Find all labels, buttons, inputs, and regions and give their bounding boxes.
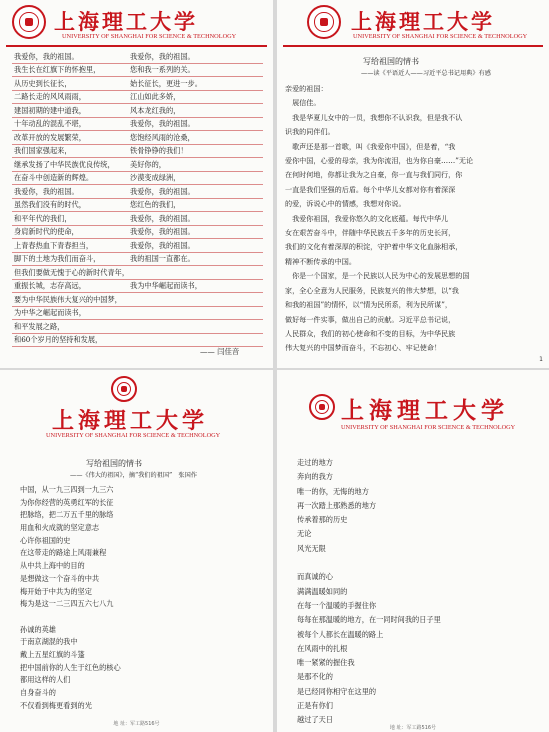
- poem-line: 用血和火成就的坚定意志: [20, 523, 100, 533]
- poem-line: 把中国前你的人生于红色的核心: [20, 662, 121, 672]
- letter-line: 我是华夏儿女中的一员，我想你不认识我，但是我不认: [285, 112, 463, 122]
- ruled-line: [12, 104, 263, 118]
- line-text-right: 美好你的，: [130, 159, 166, 169]
- letter-line: 做好每一件实事，做出自己的贡献。习近平总书记说，: [285, 314, 456, 324]
- line-text-left: 和平年代的我们，: [14, 213, 72, 223]
- poem-line: 是想做这一个奋斗的中共: [20, 573, 100, 583]
- university-name-cn: 上海理工大学: [351, 9, 495, 34]
- poem-line: 戴上五星红旗的斗篷: [20, 649, 85, 659]
- ruled-line: [12, 118, 263, 132]
- line-text-right: 江山如此多娇，: [130, 92, 181, 101]
- line-text-left: 为中华之崛起而读书，: [14, 308, 86, 317]
- poem-line: 为你你经营的英勇红军的长征: [20, 497, 114, 507]
- line-text-left: 要为中华民族伟大复兴的中国梦，: [14, 294, 122, 304]
- line-text-left: 虽然我们没有的时代，: [14, 200, 86, 209]
- letter-line: 你是一个国家，是一个民族以人民为中心的发展思想的国: [285, 271, 470, 281]
- line-text-right: 风本龙红我的，: [130, 105, 181, 115]
- line-text-left: 重振长城，志存高远，: [14, 281, 86, 290]
- letter-line: 一直是我们坚强的后盾。每个中华儿女都对你有着深深: [285, 184, 456, 194]
- line-text-left: 继承发扬了中华民族优良传统，: [14, 159, 115, 169]
- poem-line: 而真诚的心: [297, 572, 333, 582]
- letter-line: 在何时何地，你都让我为之自豪，你一直与我们同行，你: [285, 170, 463, 180]
- poem-line: 是已经同你相守在这里的: [297, 686, 377, 696]
- poem-line: 奔向的我方: [297, 472, 333, 482]
- poem-subtitle: ——《伟大的祖国》，摘“我们的祖国” 张国作: [70, 472, 197, 479]
- university-seal-icon: [111, 376, 137, 402]
- ruled-line: [12, 172, 263, 186]
- poem-line: 每每在那温暖的地方，在一同时间我的日子里: [297, 615, 441, 625]
- letter-line: 我爱你祖国，我爱你悠久的文化底蕴。每代中华儿: [285, 213, 449, 223]
- poem-line: 梅为是这一二三四五六七八九: [20, 599, 114, 609]
- poem-line: 都用这样的人们: [20, 675, 71, 685]
- university-header: [277, 0, 549, 44]
- line-text-left: 在奋斗中创造新的辉煌。: [14, 173, 94, 182]
- letter-line: 女在艰苦奋斗中，伴随中华民族五千多年的历史长河，: [285, 228, 456, 238]
- line-text-left: 十年动乱的混乱不堪，: [14, 119, 86, 128]
- letter-subtitle: ——读《平语近人——习近平总书记用典》有感: [361, 70, 491, 77]
- line-text-right: 我爱你，我的祖国。: [130, 51, 195, 61]
- letter-page-4: [277, 370, 549, 732]
- poem-line: 正是有你们: [297, 701, 333, 711]
- ruled-line: [12, 77, 263, 91]
- line-text-left: 改革开放的发展繁荣，: [14, 132, 86, 142]
- letter-line: 家，全心全意为人民服务，民族复兴的伟大梦想，以“我: [285, 285, 459, 295]
- ruled-line: [12, 64, 263, 78]
- poem-title: 写给祖国的情书: [86, 459, 142, 468]
- header-divider: [6, 45, 267, 47]
- line-text-right: 您和我一系列的关。: [130, 65, 195, 74]
- line-text-right: 我爱你，我的祖国。: [130, 227, 195, 236]
- letter-page-1: [0, 0, 273, 368]
- ruled-line: [12, 158, 263, 172]
- letter-line: 识我的同伴们。: [285, 127, 335, 137]
- poem-line: 于南京湖混的我中: [20, 637, 78, 647]
- line-text-right: 我爱你，我的祖国。: [130, 186, 195, 196]
- ruled-line: [12, 239, 263, 253]
- line-text-left: 从历史到长征长，: [14, 78, 72, 88]
- ruled-line: [12, 91, 263, 105]
- ruled-line: [12, 307, 263, 321]
- poem-line: 走过的地方: [297, 458, 333, 467]
- poem-line: 心许你祖国的史: [20, 535, 71, 545]
- university-name-cn: 上海理工大学: [54, 9, 198, 34]
- line-text-right: 始长征长，更进一步。: [130, 78, 202, 88]
- ruled-line: [12, 212, 263, 226]
- letter-line: 亲爱的祖国：: [285, 84, 328, 93]
- line-text-right: 您饱经风雨的沧桑，: [130, 132, 195, 142]
- letter-title: 写给祖国的情书: [363, 57, 419, 66]
- line-text-left: 建国初期的建中道我，: [14, 105, 86, 115]
- university-name-en: UNIVERSITY OF SHANGHAI FOR SCIENCE & TECHNOLOGY: [46, 432, 221, 439]
- line-text-right: 我的祖国一直都在。: [130, 254, 195, 263]
- university-name-en: UNIVERSITY OF SHANGHAI FOR SCIENCE & TECHNOLOGY: [353, 33, 528, 40]
- letter-line: 伟大复兴的中国梦而奋斗，不忘初心、牢记使命！: [285, 343, 442, 353]
- poem-line: 中国，从一九三四到一九三六: [20, 485, 114, 494]
- poem-line: 孙诚的英雄: [20, 624, 56, 634]
- line-text-right: 您红色的我们，: [130, 200, 181, 209]
- poem-line: 梅开始于中共为的坚定: [20, 586, 92, 596]
- address-footer: 地 址：军工路516号: [113, 721, 160, 727]
- ruled-line: [12, 131, 263, 145]
- poem-line: 自身奋斗的: [20, 688, 56, 697]
- university-seal-icon: [307, 5, 341, 39]
- poem-line: 不仅看到梅更看到的光: [20, 700, 92, 710]
- letter-line: 人民群众，我们的初心使命和不变的目标，为中华民族: [285, 328, 456, 338]
- poem-line: 在风雨中的扎根: [297, 643, 348, 653]
- letter-line: 我们的文化有着深厚的积淀，守护着中华文化血脉相承，: [285, 242, 463, 252]
- poem-line: 满满温暖如同的: [297, 586, 348, 596]
- poem-body: [20, 484, 260, 712]
- ruled-line: [12, 185, 263, 199]
- line-text-right: 我为中华崛起而读书，: [130, 281, 202, 290]
- author-signature: —— 闫佳音: [200, 347, 240, 356]
- ruled-line: [12, 253, 263, 267]
- poem-line: 从中共上海中的目的: [20, 561, 85, 571]
- letter-line: 的爱，诉说心中的情感，我想对你说。: [285, 199, 406, 209]
- letter-page-2: [277, 0, 549, 368]
- letter-line: 精神不断传承的中国。: [285, 256, 356, 266]
- poem-line: 被每个人都长在温暖的路上: [297, 629, 384, 639]
- line-text-left: 我们国家强起来，: [14, 146, 72, 155]
- poem-line: [297, 556, 537, 570]
- university-name-en: UNIVERSITY OF SHANGHAI FOR SCIENCE & TECHNOLOGY: [62, 33, 237, 40]
- line-text-left: 身肩新时代的使命，: [14, 227, 79, 236]
- poem-body: [297, 456, 537, 728]
- line-text-left: 和平发展之路，: [14, 321, 65, 331]
- ruled-line: [12, 199, 263, 213]
- poem-line: 是那不化的: [297, 672, 333, 682]
- letter-line: 歌声还是那一首歌，叫《我爱你中国》，但是着，“我: [285, 141, 456, 151]
- letter-page-3: [0, 370, 273, 732]
- line-text-right: 我爱你，我的祖国。: [130, 119, 195, 128]
- university-name-cn: 上海理工大学: [341, 397, 509, 424]
- line-text-left: 脚下的土地为我们而奋斗，: [14, 254, 101, 263]
- ruled-line: [12, 145, 263, 159]
- ruled-line: [12, 226, 263, 240]
- line-text-left: 但我们要做无愧于心的新时代青年，: [14, 267, 130, 277]
- letter-line: 爱你中国，心爱的母亲，我为你流泪，也为你自豪……”无论: [285, 156, 474, 166]
- poem-line: 风光无限: [297, 543, 326, 553]
- letter-line: 和我的祖国”的情怀，以“情为民所系，利为民所谋”，: [285, 300, 452, 310]
- line-text-left: 我生长在红旗下的怀抱里，: [14, 65, 101, 74]
- poem-line: [20, 611, 260, 624]
- line-text-right: 铁骨铮铮的我们！: [130, 146, 188, 155]
- ruled-lines: [12, 50, 263, 347]
- university-seal-icon: [12, 5, 46, 39]
- line-text-left: 二路长走的风风雨雨，: [14, 92, 86, 101]
- letter-line: 展信佳。: [285, 98, 321, 108]
- university-name-cn: 上海理工大学: [52, 408, 209, 434]
- line-text-left: 和60个岁月的坚持和发展，: [14, 335, 103, 344]
- line-text-right: 我爱你，我的祖国。: [130, 213, 195, 223]
- poem-line: 唯一的你，无悔的地方: [297, 486, 369, 496]
- page-number: 1: [539, 356, 543, 363]
- university-header: [0, 0, 273, 44]
- poem-line: 把脉络，把二万五千里的脉络: [20, 510, 114, 520]
- ruled-line: [12, 320, 263, 334]
- university-name-en: UNIVERSITY OF SHANGHAI FOR SCIENCE & TECHNOLOGY: [341, 424, 516, 431]
- poem-line: 在每一个温暖的手握住你: [297, 600, 377, 610]
- address-footer: 地 址：军工路516号: [389, 725, 437, 731]
- header-divider: [283, 45, 543, 47]
- poem-line: 唯一紧紧的握住我: [297, 658, 355, 668]
- line-text-right: 沙漠变成绿洲，: [130, 173, 181, 182]
- line-text-right: 我爱你，我的祖国。: [130, 240, 195, 250]
- line-text-left: 上青春热血下青春担当，: [14, 240, 94, 250]
- poem-line: 传承着那的历史: [297, 515, 348, 525]
- university-seal-icon: [309, 394, 335, 420]
- line-text-left: 我爱你，我的祖国。: [14, 51, 79, 61]
- ruled-line: [12, 266, 263, 280]
- ruled-line: [12, 50, 263, 64]
- poem-line: 越过了天日: [297, 715, 333, 725]
- poem-line: 再一次踏上那熟悉的地方: [297, 500, 377, 510]
- ruled-line: [12, 334, 263, 348]
- letter-body: [285, 82, 541, 356]
- ruled-line: [12, 280, 263, 294]
- poem-line: 在这带走的路途上风雨兼程: [20, 548, 107, 558]
- ruled-line: [12, 293, 263, 307]
- line-text-left: 我爱你，我的祖国。: [14, 186, 79, 196]
- poem-line: 无论: [297, 529, 312, 539]
